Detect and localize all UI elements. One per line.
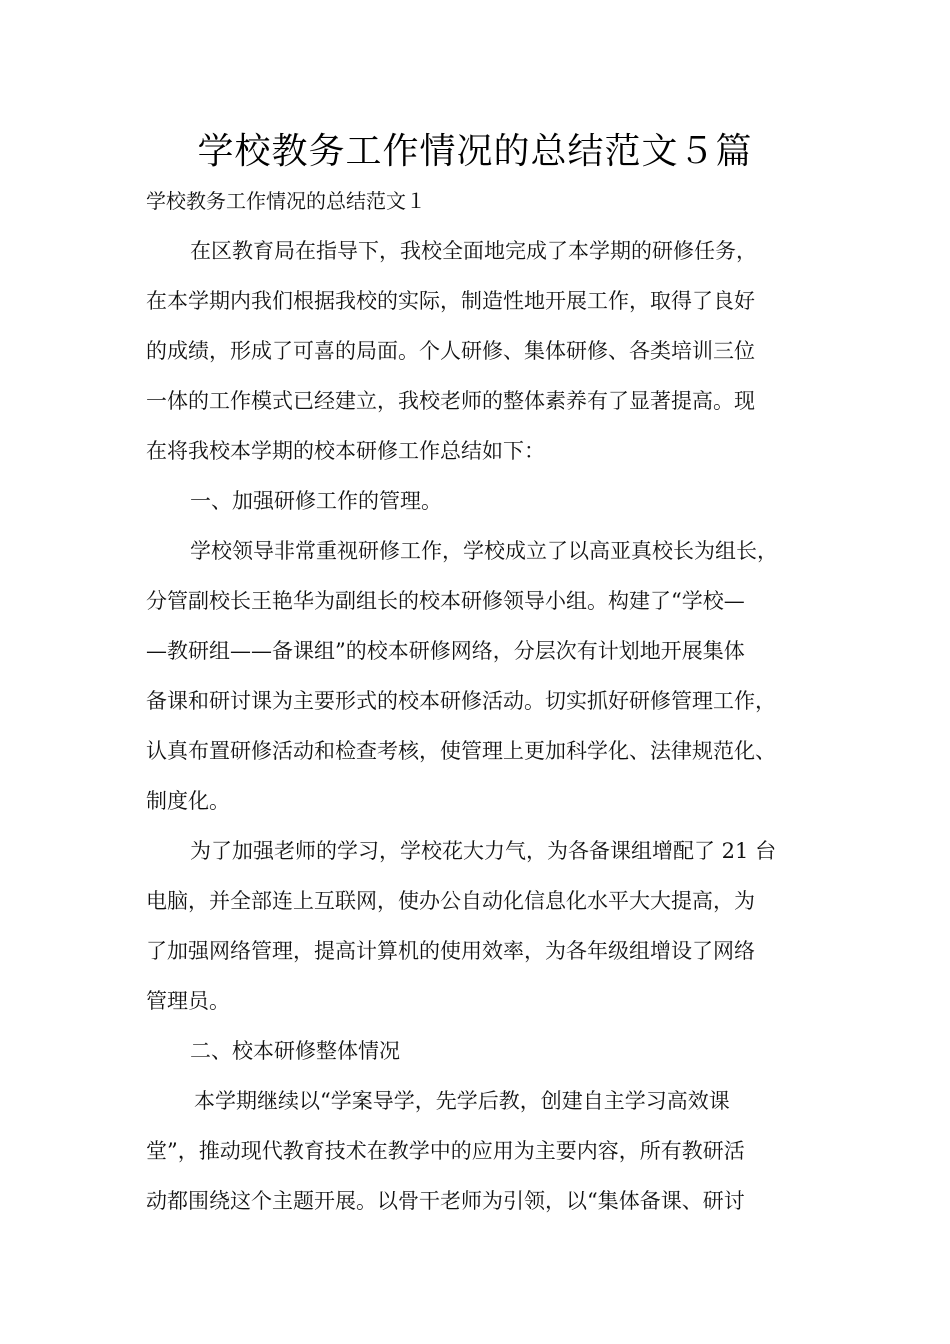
section-heading: 二、校本研修整体情况 [190,1039,400,1063]
paragraph-line: 本学期继续以“学案导学，先学后教，创建自主学习高效课 [194,1089,730,1113]
paragraph-line: 认真布置研修活动和检查考核，使管理上更加科学化、法律规范化、 [146,739,776,763]
paragraph-line: 电脑，并全部连上互联网，使办公自动化信息化水平大大提高，为 [146,889,755,913]
document-body [146,226,836,1226]
paragraph-line: 学校领导非常重视研修工作，学校成立了以高亚真校长为组长， [190,539,778,563]
paragraph-line: —教研组——备课组”的校本研修网络，分层次有计划地开展集体 [146,639,745,663]
paragraph-line: 堂”，推动现代教育技术在教学中的应用为主要内容，所有教研活 [146,1139,745,1163]
document-subtitle: 学校教务工作情况的总结范文１ [146,189,426,213]
paragraph-line: 在区教育局在指导下，我校全面地完成了本学期的研修任务， [190,239,757,263]
paragraph-line: 备课和研讨课为主要形式的校本研修活动。切实抓好研修管理工作， [146,689,776,713]
paragraph-line: 管理员。 [146,989,230,1013]
paragraph-line: 动都围绕这个主题开展。以骨干老师为引领，以“集体备课、研讨 [146,1189,745,1213]
paragraph-line: 了加强网络管理，提高计算机的使用效率，为各年级组增设了网络 [146,939,755,963]
paragraph-line: 为了加强老师的学习，学校花大力气，为各备课组增配了 21 台 [190,839,777,863]
document-title: 学校教务工作情况的总结范文５篇 [197,131,753,172]
section-heading: 一、加强研修工作的管理。 [190,489,442,513]
paragraph-line: 一体的工作模式已经建立，我校老师的整体素养有了显著提高。现 [146,389,755,413]
paragraph-line: 分管副校长王艳华为副组长的校本研修领导小组。构建了“学校— [146,589,745,613]
paragraph-line: 的成绩，形成了可喜的局面。个人研修、集体研修、各类培训三位 [146,339,755,363]
paragraph-line: 在本学期内我们根据我校的实际，制造性地开展工作，取得了良好 [146,289,755,313]
paragraph-line: 制度化。 [146,789,230,813]
paragraph-line: 在将我校本学期的校本研修工作总结如下： [146,439,545,463]
